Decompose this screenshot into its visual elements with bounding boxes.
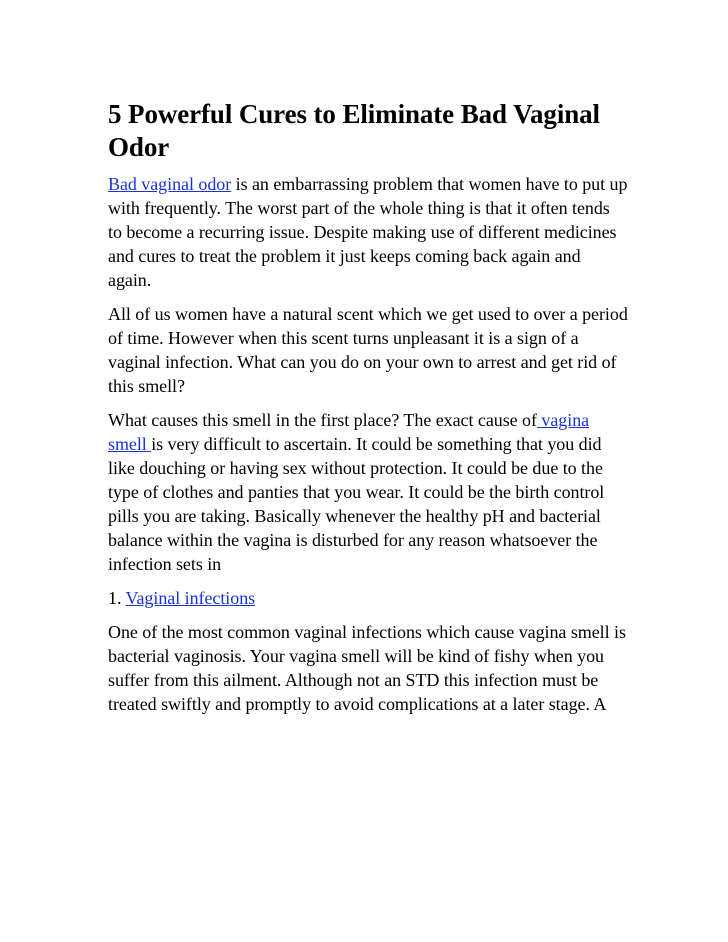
list-item-number: 1. bbox=[108, 588, 126, 608]
paragraph-causes bbox=[108, 408, 628, 576]
paragraph-causes-after: is very difficult to ascertain. It could be something that you did like douching or having sex without protection. It could be due to the type of clothes and panties that you wear. It could be the birth control pills you are taking. Basically whenever the healthy pH and bacterial balance within the vagina is disturbed for any reason whatsoever the infection sets in bbox=[108, 434, 605, 574]
paragraph-intro bbox=[108, 172, 628, 292]
link-bad-vaginal-odor[interactable]: Bad vaginal odor bbox=[108, 174, 232, 194]
paragraph-natural-scent: All of us women have a natural scent which we get used to over a period of time. However when this scent turns unpleasant it is a sign of a vaginal infection. What can you do on your own to arrest and get rid of this smell? bbox=[108, 304, 628, 396]
paragraph-causes-before: What causes this smell in the first place? The exact cause of bbox=[108, 410, 537, 430]
list-item-vaginal-infections bbox=[108, 586, 628, 610]
link-vaginal-infections[interactable]: Vaginal infections bbox=[125, 588, 256, 608]
document-body bbox=[108, 98, 628, 726]
paragraph-bacterial-vaginosis: One of the most common vaginal infections which cause vagina smell is bacterial vaginosis. Your vagina smell will be kind of fishy when you suffer from this ailment. Although not an STD this infection must be treated swiftly and promptly to avoid complications at a later stage. A bbox=[108, 622, 626, 714]
link-vagina-smell[interactable]: vagina smell bbox=[108, 410, 590, 454]
paragraph-intro-text: is an embarrassing problem that women have to put up with frequently. The worst part of the whole thing is that it often tends to become a recurring issue. Despite making use of different medicines and cures to treat the problem it just keeps coming back again and again. bbox=[108, 174, 628, 290]
page-title: 5 Powerful Cures to Eliminate Bad Vaginal Odor bbox=[108, 99, 600, 162]
